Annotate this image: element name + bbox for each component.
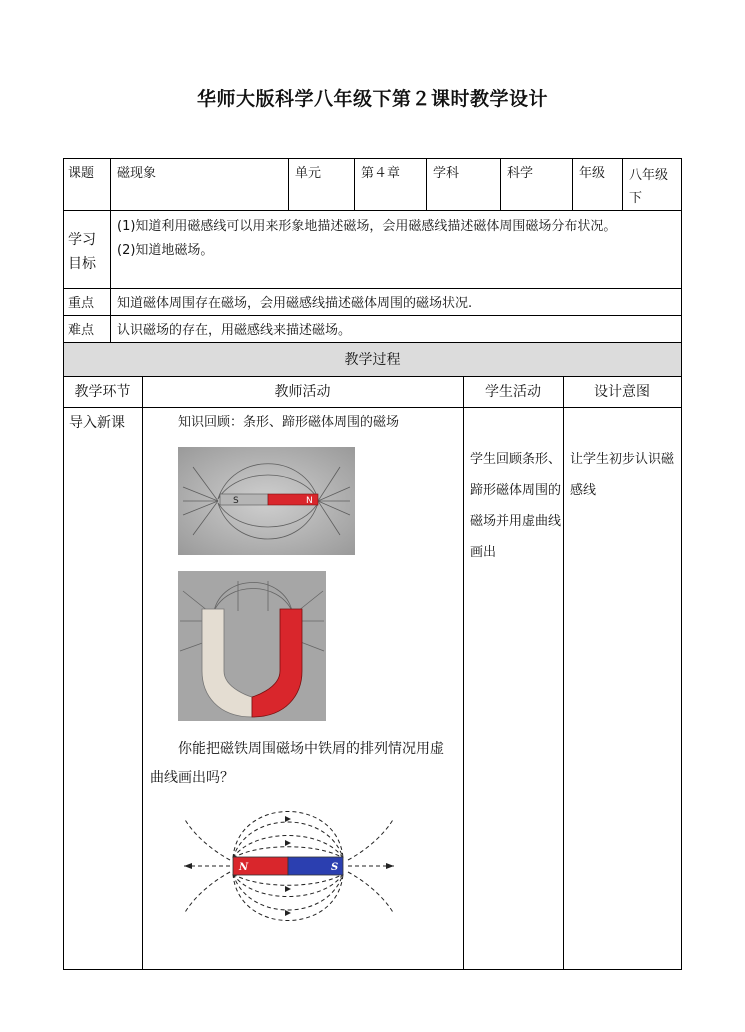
design-intent: 让学生初步认识磁感线 <box>570 452 675 498</box>
horseshoe-magnet-iron-filings-photo <box>178 571 326 721</box>
grade-value: 八年级下 <box>629 168 669 206</box>
table-line <box>426 158 427 211</box>
col-stage-header: 教学环节 <box>74 384 131 400</box>
table-line <box>63 342 682 343</box>
difficulty-value: 认识磁场的存在，用磁感线来描述磁场。 <box>117 323 352 338</box>
student-activity: 学生回顾条形、蹄形磁体周围的磁场并用虚曲线画出 <box>470 452 562 560</box>
teacher-review: 知识回顾：条形、蹄形磁体周围的磁场 <box>178 415 400 430</box>
table-line <box>63 315 682 316</box>
table-line <box>572 158 573 211</box>
teacher-question: 你能把磁铁周围磁场中铁屑的排列情况用虚曲线画出吗？ <box>150 741 444 786</box>
grade-label: 年级 <box>579 166 606 181</box>
unit-value: 第４章 <box>361 166 401 181</box>
goals-item-1: (1)知道利用磁感线可以用来形象地描述磁场，会用磁感线描述磁体周围磁场分布状况。 <box>117 219 617 234</box>
table-border-left <box>63 158 64 970</box>
table-line <box>463 376 464 970</box>
bar-magnet-s-label: S <box>233 496 239 506</box>
table-line <box>63 407 682 408</box>
table-line <box>354 158 355 211</box>
diagram-n-label: N <box>239 862 249 873</box>
table-line <box>63 376 682 377</box>
key-point-label: 重点 <box>68 296 95 311</box>
key-point-value: 知道磁体周围存在磁场，会用磁感线描述磁体周围的磁场状况. <box>117 296 473 311</box>
difficulty-label: 难点 <box>68 323 95 338</box>
col-teacher-header: 教师活动 <box>274 384 331 400</box>
topic-value: 磁现象 <box>117 166 157 181</box>
table-border-bottom <box>63 969 682 970</box>
page-title: 华师大版科学八年级下第２课时教学设计 <box>196 88 548 110</box>
table-line <box>142 376 143 970</box>
goals-item-2: (2)知道地磁场。 <box>117 243 214 258</box>
table-line <box>622 158 623 211</box>
table-line <box>63 210 682 211</box>
table-line <box>63 288 682 289</box>
subject-value: 科学 <box>507 166 534 181</box>
col-student-header: 学生活动 <box>485 384 541 400</box>
bar-magnet-iron-filings-photo <box>178 447 355 555</box>
process-header: 教学过程 <box>344 352 401 368</box>
table-line <box>500 158 501 211</box>
goals-label: 学习目标 <box>68 232 96 272</box>
col-intent-header: 设计意图 <box>594 384 650 400</box>
bar-magnet-n-label: N <box>306 496 313 506</box>
topic-label: 课题 <box>68 166 95 181</box>
stage-intro: 导入新课 <box>69 415 125 431</box>
table-border-top <box>63 158 682 159</box>
subject-label: 学科 <box>433 166 460 181</box>
table-line <box>288 158 289 211</box>
table-border-right <box>681 158 682 970</box>
table-line <box>563 376 564 970</box>
magnetic-field-lines-diagram <box>178 798 400 933</box>
unit-label: 单元 <box>295 166 322 181</box>
diagram-s-label: S <box>331 862 339 873</box>
table-line <box>110 158 111 343</box>
